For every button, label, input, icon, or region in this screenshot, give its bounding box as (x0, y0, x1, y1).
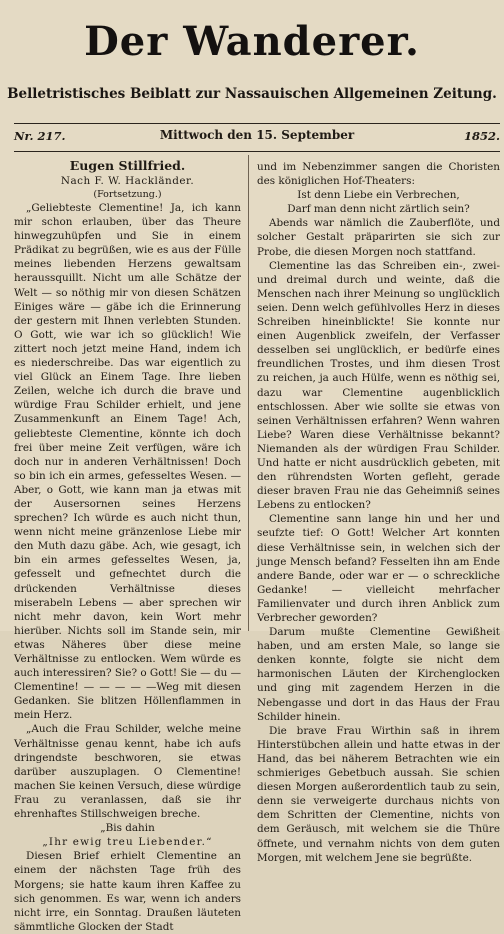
issue-number: Nr. 217. (14, 129, 66, 143)
article-title: Eugen Stillfried. (69, 158, 186, 173)
verse-line: Ist denn Liebe ein Verbrechen, (297, 189, 460, 202)
masthead (0, 0, 504, 126)
right-column (257, 160, 500, 865)
left-column (14, 160, 241, 934)
letter-closing: „Bis dahin (100, 822, 155, 835)
newspaper-title: Der Wanderer. (84, 18, 420, 65)
paragraph: Darum mußte Clementine Gewißheit haben, und am ersten Male, so lange sie denken konnte, folgte sie nicht dem harmonischen Läuten der Kirchenglocken und ging mit zagendem Herzen in die Nebengasse und dort in das Haus der Frau Schilder hinein. (257, 626, 500, 723)
newspaper-subtitle: Belletristisches Beiblatt zur Nassauischen Allgemeinen Zeitung. (7, 86, 497, 102)
paragraph: Clementine sann lange hin und her und seufzte tief: O Gott! Welcher Art konnten diese Verhältnisse sein, in welchen sich der junge Mensch befand? Fesselten ihn am Ende andere Bande, oder war er — o schreckliche Gedanke! — vielleicht mehrfacher Familienvater und durch ihren Anblick zum Verbrecher geworden? (257, 513, 500, 624)
article-author: Nach F. W. Hackländer. (60, 175, 195, 187)
article-continuation: (Fortsetzung.) (93, 189, 162, 200)
paragraph: „Auch die Frau Schilder, welche meine Verhältnisse genau kennt, habe ich aufs dringendste beschworen, sie etwas darüber auszuplagen. O Clementine! machen Sie keinen Versuch, diese würdige Frau zu veranlassen, daß sie ihr ehrenhaftes Stillschweigen breche. (14, 723, 241, 821)
paragraph: „Geliebteste Clementine! Ja, ich kann mir schon erlauben, über das Theure hinwegzuhüpfen und Sie in einem Prädikat zu begrüßen, wie es aus der Fülle meines liebenden Herzens gewaltsam heraussquillt. Nicht um alle Schätze der Welt — so nöthig mir von diesen Schätzen Einiges wäre — gäbe ich die Erinnerung der gestern mit Ihnen verlebten Stunden. O Gott, wie war ich so glücklich! Wie zittert noch jetzt meine Hand, indem ich es niederschreibe. Das war eigentlich zu viel Glück an Einem Tage. Ihre lieben Zeilen, welche ich durch die brave und würdige Frau Schilder erhielt, und jene Zusammenkunft an Einem Tage! Ach, geliebteste Clementine, könnte ich doch frei über meine Zeit verfügen, wäre ich doch nur in anderen Verhältnissen! Doch so bin ich ein armes, gefesseltes Wesen. — Aber, o Gott, wie kann man ja etwas mit der Ausersornen seines Herzens sprechen? Ich würde es auch nicht thun, wenn nicht meine gränzenlose Liebe mir den Muth dazu gäbe. Ach, wie gesagt, ich bin ein armes gefesseltes Wesen, ja, gefesselt und gefnechtet durch die drückenden Verhältnisse dieses miserabeln Lebens — aber sprechen wir nicht mehr davon, kein Wort mehr hierüber. Nichts soll im Stande sein, mir etwas Näheres über diese meine Verhältnisse zu entlocken. Wem würde es auch interessiren? Sie? o Gott! Sie — du — Clementine! — — — — —Weg mit diesen Gedanken. Sie blitzen Höllenflammen in mein Herz. (14, 202, 241, 722)
paragraph: Abends war nämlich die Zauberflöte, und solcher Gestalt präparirten sie sich zur Probe, die diesen Morgen noch stattfand. (257, 217, 500, 258)
verse-line: Darf man denn nicht zärtlich sein? (287, 203, 470, 216)
paragraph: Diesen Brief erhielt Clementine an einem der nächsten Tage früh des Morgens; sie hatte kaum ihren Kaffee zu sich genommen. Es war, wenn ich anders nicht irre, ein Sonntag. Draußen läuteten sämmtliche Glocken der Stadt (14, 850, 241, 933)
issue-year: 1852. (463, 129, 500, 143)
column-divider (248, 155, 249, 631)
paragraph: Clementine las das Schreiben ein-, zwei- und dreimal durch und weinte, daß die Menschen nach ihrer Meinung so unglücklich seien. Denn welch gefühlvolles Herz in dieses Schreiben hineinblickte! Sie konnte nur einen Augenblick zweifeln, der Verfasser desselben sei unglücklich, er bedürfe eines freundlichen Trostes, und ihm diesen Trost zu reichen, ja auch Hülfe, wenn es nöthig sei, dazu war Clementine augenblicklich entschlossen. Aber wie sollte sie etwas von seinen Verhältnissen erfahren? Wenn wahren Liebe? Waren diese Verhältnisse bekannt? Niemanden als der würdigen Frau Schilder. Und hatte er nicht ausdrücklich gebeten, mit den rührendsten Worten gefleht, gerade dieser braven Frau nie das Geheimniß seines Lebens zu entlocken? (257, 259, 500, 512)
letter-signature: „Ihr ewig treu Liebender.“ (42, 836, 213, 849)
paragraph: Die brave Frau Wirthin saß in ihrem Hinterstübchen allein und hatte etwas in der Hand, das bei näherem Betrachten wie ein schmieriges Gebetbuch aussah. Sie schien diesen Morgen außerordentlich taub zu sein, denn sie verweigerte durchaus nichts von dem Schritten der Clementine, nichts von dem Geräusch, mit welchem sie die Thüre öffnete, und vernahm nichts von dem guten Morgen, mit welchem Jene sie begrüßte. (257, 724, 500, 864)
issue-bar (14, 124, 500, 150)
bottom-rule (14, 151, 500, 152)
issue-date: Mittwoch den 15. September (159, 128, 355, 142)
paragraph: und im Nebenzimmer sangen die Choristen des königlichen Hof-Theaters: (257, 161, 500, 188)
